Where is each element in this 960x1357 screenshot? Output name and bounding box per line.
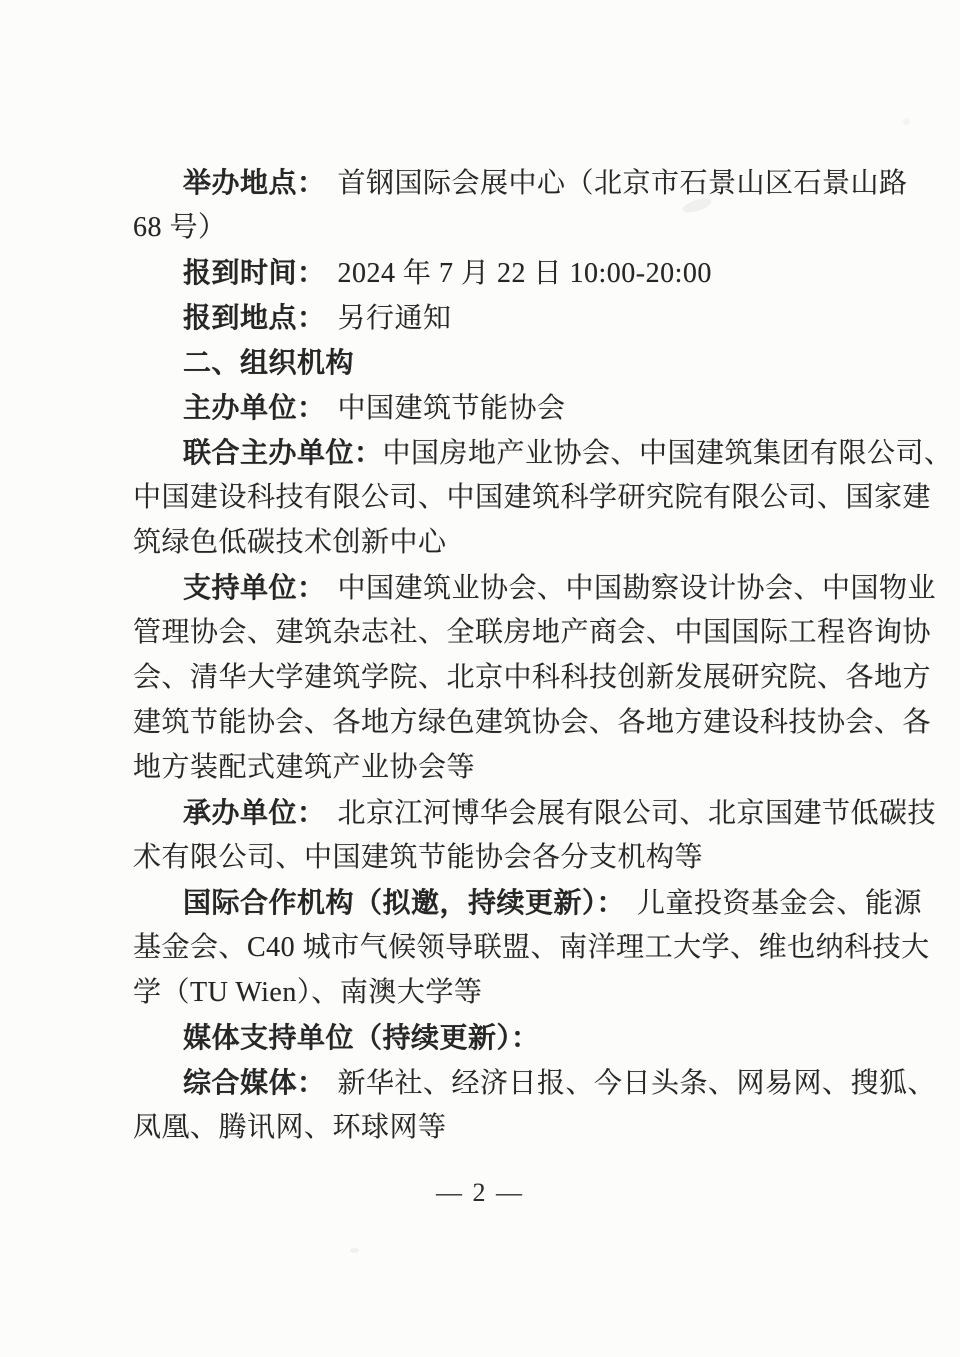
intl-partners-text-cont-2: 学（TU Wien）、南澳大学等 — [133, 977, 483, 1008]
cohost-text-cont-2: 筑绿色低碳技术创新中心 — [133, 527, 447, 558]
checkin-time-text: 2024 年 7 月 22 日 10:00-20:00 — [337, 258, 712, 289]
scan-smudge — [350, 1248, 359, 1253]
cohost-text: 中国房地产业协会、中国建筑集团有限公司、 — [382, 438, 953, 469]
intl-partners-text-cont-1: 基金会、C40 城市气候领导联盟、南洋理工大学、维也纳科技大 — [133, 932, 930, 963]
line-checkin-time — [133, 250, 890, 295]
page-number: — 2 — — [436, 1178, 524, 1207]
line-intl-partners-cont-1 — [133, 925, 930, 970]
line-support-cont-1 — [133, 610, 932, 655]
venue-label: 举办地点： — [183, 167, 326, 198]
host-label: 主办单位： — [183, 392, 326, 423]
organizer-label: 承办单位： — [183, 797, 326, 828]
line-support-cont-2 — [133, 655, 932, 700]
media-general-text: 新华社、经济日报、今日头条、网易网、搜狐、 — [337, 1068, 937, 1099]
line-cohost-cont-2 — [133, 520, 890, 565]
document-body — [133, 160, 953, 1150]
section-heading-text: 二、组织机构 — [183, 347, 355, 378]
line-media-general-cont — [133, 1105, 890, 1150]
line-intl-partners — [133, 880, 923, 925]
support-text-cont-3: 建筑节能协会、各地方绿色建筑协会、各地方建设科技协会、各 — [133, 707, 932, 738]
line-intl-partners-cont-2 — [133, 970, 890, 1015]
line-host — [133, 385, 890, 430]
media-general-text-cont: 凤凰、腾讯网、环球网等 — [133, 1112, 447, 1143]
intl-partners-label: 国际合作机构（拟邀，持续更新）： — [183, 887, 626, 918]
media-general-label: 综合媒体： — [183, 1067, 326, 1098]
venue-text-cont: 68 号） — [133, 212, 227, 243]
checkin-place-label: 报到地点： — [183, 302, 326, 333]
line-venue — [133, 160, 908, 205]
line-support — [133, 565, 937, 610]
line-support-cont-3 — [133, 700, 932, 745]
line-media-support — [133, 1015, 890, 1060]
line-venue-cont — [133, 205, 890, 250]
venue-text: 首钢国际会展中心（北京市石景山区石景山路 — [337, 168, 908, 199]
support-label: 支持单位： — [183, 572, 326, 603]
line-organizer-cont — [133, 835, 890, 880]
host-text: 中国建筑节能协会 — [337, 393, 566, 424]
cohost-text-cont-1: 中国建设科技有限公司、中国建筑科学研究院有限公司、国家建 — [133, 482, 932, 513]
line-organizer — [133, 790, 937, 835]
support-text-cont-4: 地方装配式建筑产业协会等 — [133, 752, 476, 783]
line-checkin-place — [133, 295, 890, 340]
line-support-cont-4 — [133, 745, 890, 790]
cohost-label: 联合主办单位： — [183, 437, 383, 468]
line-section-heading — [133, 340, 890, 385]
line-cohost-cont-1 — [133, 475, 932, 520]
media-support-label: 媒体支持单位（持续更新）： — [183, 1022, 540, 1053]
intl-partners-text: 儿童投资基金会、能源 — [637, 888, 923, 919]
organizer-text-cont: 术有限公司、中国建筑节能协会各分支机构等 — [133, 842, 704, 873]
support-text: 中国建筑业协会、中国勘察设计协会、中国物业 — [337, 573, 937, 604]
checkin-place-text: 另行通知 — [337, 303, 452, 334]
line-media-general — [133, 1060, 937, 1105]
support-text-cont-1: 管理协会、建筑杂志社、全联房地产商会、中国国际工程咨询协 — [133, 617, 932, 648]
checkin-time-label: 报到时间： — [183, 257, 326, 288]
line-cohost — [133, 430, 953, 475]
support-text-cont-2: 会、清华大学建筑学院、北京中科科技创新发展研究院、各地方 — [133, 662, 932, 693]
organizer-text: 北京江河博华会展有限公司、北京国建节低碳技 — [337, 798, 937, 829]
scan-smudge — [903, 118, 910, 125]
